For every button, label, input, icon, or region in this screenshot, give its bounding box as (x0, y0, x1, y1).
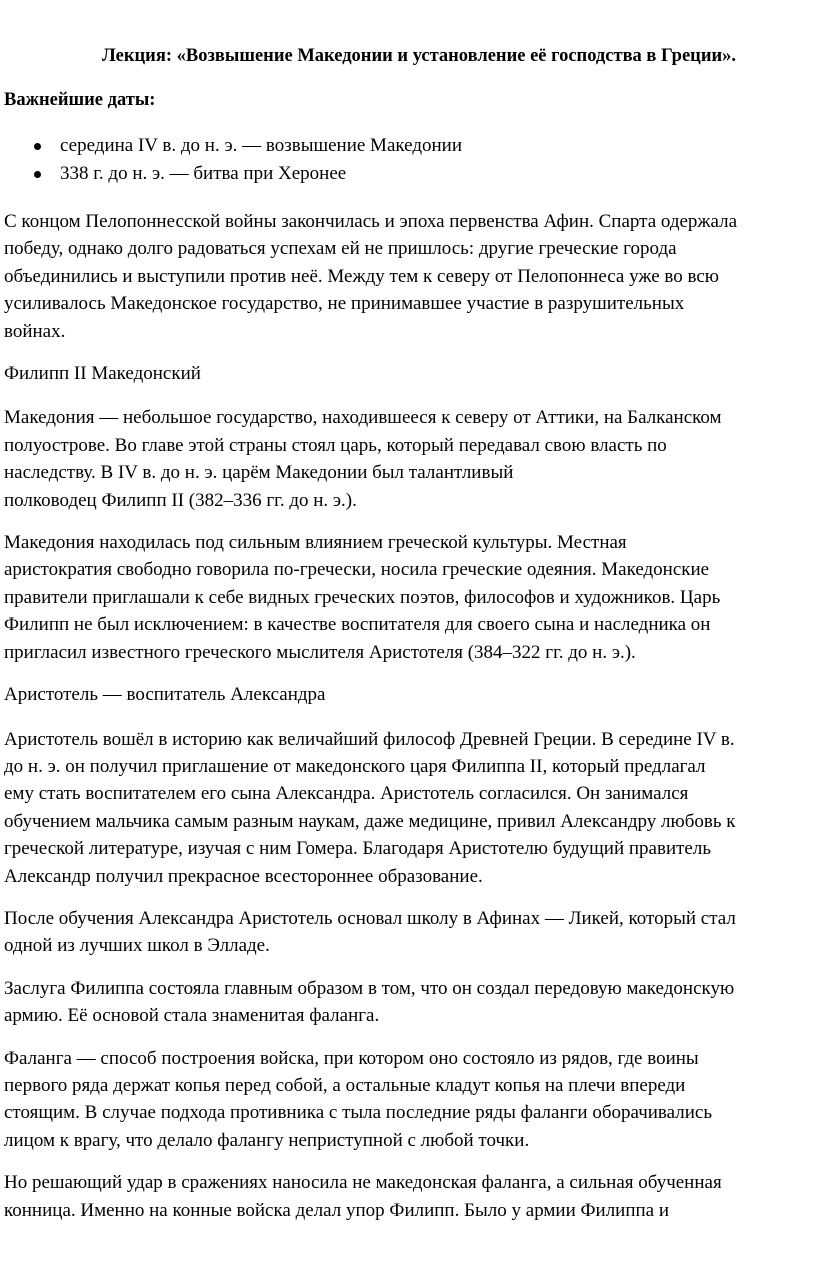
text-line: греческой литературе, изучая с ним Гомера. Благодаря Аристотелю будущий правитель (4, 838, 712, 860)
section-heading-aristotle (4, 681, 812, 708)
text-line: лицом к врагу, что делало фалангу неприступной с любой точки. (4, 1129, 530, 1151)
text-line: Фаланга — способ построения войска, при котором оно состояло из рядов, где воины (4, 1047, 699, 1069)
text-line: После обучения Александра Аристотель основал школу в Афинах — Ликей, который стал (4, 907, 736, 929)
text-line: одной из лучших школ в Элладе. (4, 935, 270, 957)
paragraph-aristotle (4, 726, 812, 890)
dates-heading: Важнейшие даты: (4, 90, 156, 110)
text-line: первого ряда держат копья перед собой, а остальные кладут копья на плечи впереди (4, 1074, 686, 1096)
text-line: полководец Филипп II (382–336 гг. до н. э.). (4, 489, 357, 511)
text-line: Но решающий удар в сражениях наносила не македонская фаланга, а сильная обученная (4, 1172, 722, 1194)
paragraph-cavalry (4, 1169, 812, 1224)
text-line: усиливалось Македонское государство, не принимавшее участие в разрушительных (4, 293, 685, 315)
section-heading-philip (4, 360, 812, 387)
text-line: Македония — небольшое государство, находившееся к северу от Аттики, на Балканском (4, 407, 722, 429)
paragraph-macedonia (4, 404, 812, 514)
dates-list (4, 132, 812, 188)
text-line: наследству. В IV в. до н. э. царём Македонии был талантливый (4, 462, 514, 484)
text-line: С концом Пелопоннесской войны закончилась и эпоха первенства Афин. Спарта одержала (4, 211, 738, 232)
text-line: пригласил известного греческого мыслителя Аристотеля (384–322 гг. до н. э.). (4, 641, 636, 663)
text-line: Филипп II Македонский (4, 363, 201, 385)
text-line: обучением мальчика самым разным наукам, даже медицине, привил Александру любовь к (4, 810, 736, 832)
text-line: Македония находилась под сильным влиянием греческой культуры. Местная (4, 532, 627, 554)
text-line: Александр получил прекрасное всестороннее образование. (4, 865, 483, 887)
paragraph-greek-culture (4, 529, 812, 666)
text-line: Аристотель вошёл в историю как величайший философ Древней Греции. В середине IV в. (4, 728, 735, 750)
list-item (4, 132, 812, 160)
paragraph-phalanx (4, 1045, 812, 1155)
text-line: аристократия свободно говорила по-гречески, носила греческие одеяния. Македонские (4, 559, 710, 581)
bullet-icon (34, 171, 41, 178)
paragraph-lyceum (4, 905, 812, 960)
page-title: Лекция: «Возвышение Македонии и установление её господства в Греции». (101, 46, 737, 66)
text-line: стоящим. В случае подхода противника с тыла последние ряды фаланги оборачивались (4, 1102, 712, 1124)
list-item (4, 160, 812, 188)
text-line: правители приглашали к себе видных греческих поэтов, философов и художников. Царь (4, 586, 721, 608)
text-line: Заслуга Филиппа состояла главным образом в том, что он создал передовую македонскую (4, 977, 735, 999)
paragraph-army (4, 975, 812, 1030)
text-line: полуострове. Во главе этой страны стоял царь, который передавал свою власть по (4, 434, 667, 456)
text-line: Филипп не был исключением: в качестве воспитателя для своего сына и наследника он (4, 614, 711, 636)
text-line: конница. Именно на конные войска делал упор Филипп. Было у армии Филиппа и (4, 1199, 670, 1221)
text-line: победу, однако долго радоваться успехам ей не пришлось: другие греческие города (4, 238, 677, 260)
text-line: ему стать воспитателем его сына Александра. Аристотель согласился. Он занимался (4, 783, 689, 805)
text-line: Аристотель — воспитатель Александра (4, 684, 326, 706)
text-line: армию. Её основой стала знаменитая фаланга. (4, 1005, 380, 1027)
bullet-icon (34, 143, 41, 150)
text-line: до н. э. он получил приглашение от македонского царя Филиппа II, который предлагал (4, 755, 706, 777)
text-line: объединились и выступили против неё. Между тем к северу от Пелопоннеса уже во всю (4, 265, 719, 287)
date-text: середина IV в. до н. э. — возвышение Македонии (60, 135, 462, 156)
date-text: 338 г. до н. э. — битва при Херонее (60, 163, 347, 184)
paragraph-peloponnesian-war (4, 208, 812, 345)
text-line: войнах. (4, 320, 66, 342)
